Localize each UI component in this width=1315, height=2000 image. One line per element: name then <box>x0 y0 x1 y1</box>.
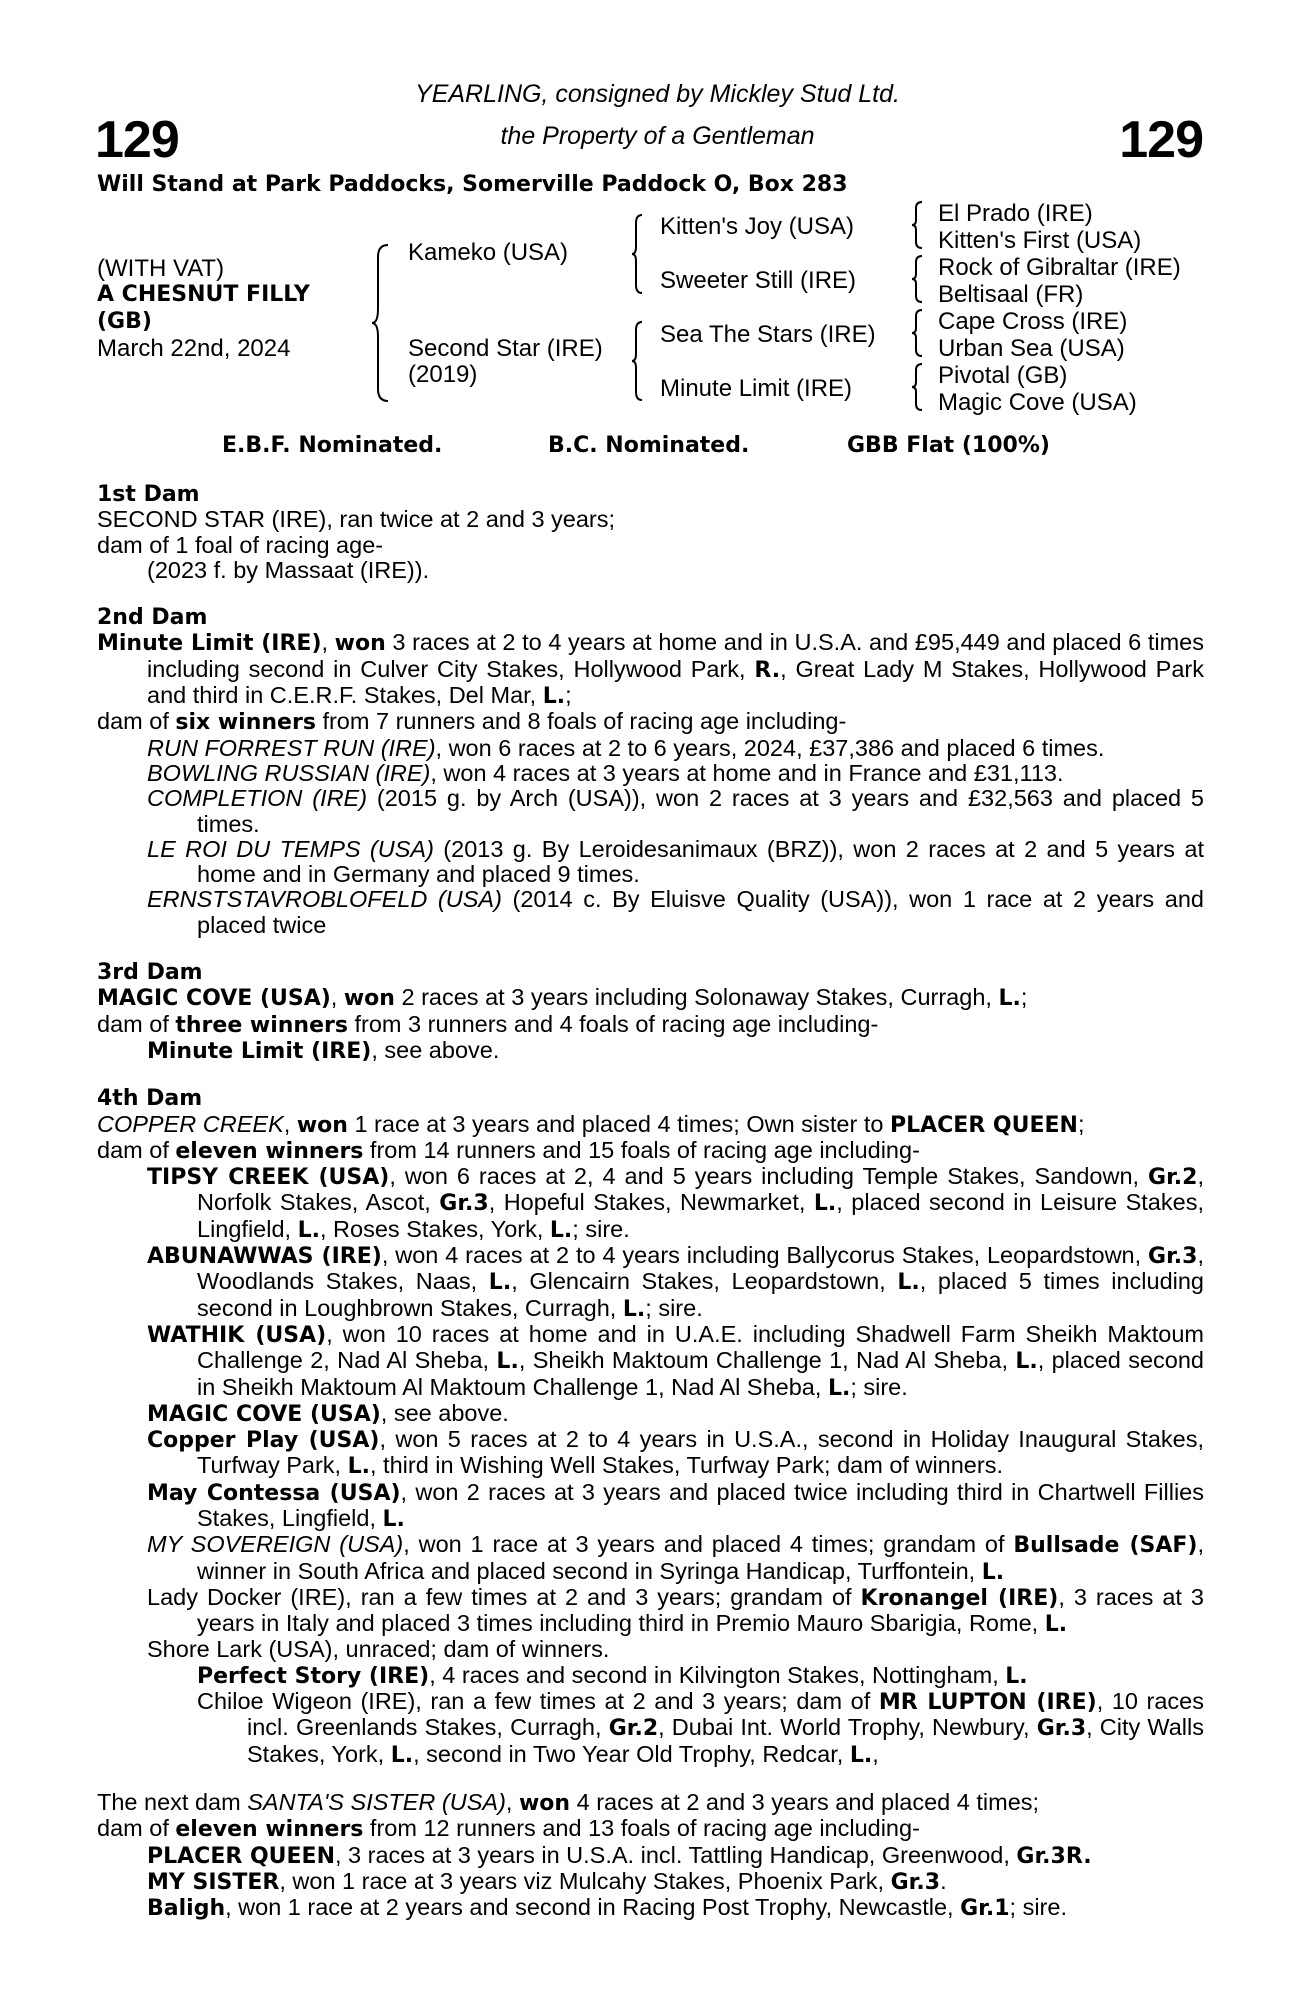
produce-name: TIPSY CREEK (USA) <box>147 1165 390 1191</box>
pedigree-brace-sire <box>630 213 644 295</box>
produce-name: Perfect Story (IRE) <box>197 1663 430 1689</box>
pedigree-dam: Second Star (IRE) <box>408 335 603 362</box>
third-dam-record: MAGIC COVE (USA), won 2 races at 3 years including Solonaway Stakes, Curragh, L.; <box>97 984 1028 1012</box>
grandproduce-entry: Perfect Story (IRE), 4 races and second in Kilvington Stakes, Nottingham, L. <box>197 1661 1028 1689</box>
second-dam-record: Minute Limit (IRE), won 3 races at 2 to 4 years at home and in U.S.A. and £95,449 and placed 6 times including second in Culver City Stakes, Hollywood Park, R., Great Lady M Stakes, Hollywood Park and third in C.E.R.F. Stakes, Del Mar, L.; <box>97 629 1204 710</box>
foaled-date: March 22nd, 2024 <box>97 335 291 362</box>
first-dam-heading: 1st Dam <box>97 482 200 507</box>
winners-count: eleven winners <box>175 1138 364 1164</box>
produce-entry: LE ROI DU TEMPS (USA) (2013 g. By Leroidesanimaux (BRZ)), won 2 races at 2 and 5 years at home and in Germany and placed 9 times. <box>147 835 1204 888</box>
won-word: won <box>343 986 395 1012</box>
record-text: , Great Lady M Stakes, Hollywood Park and third in C.E.R.F. Stakes, Del Mar, <box>147 655 1204 709</box>
third-dam-heading: 3rd Dam <box>97 960 203 986</box>
produce-entry: Minute Limit (IRE), see above. <box>147 1036 500 1064</box>
produce-entry: Baligh, won 1 race at 2 years and second in Racing Post Trophy, Newcastle, Gr.1; sire. <box>147 1894 1067 1922</box>
winners-count: three winners <box>175 1012 348 1038</box>
pedigree-gg-5: Cape Cross (IRE) <box>938 308 1128 335</box>
pedigree-gg-1: El Prado (IRE) <box>938 200 1093 227</box>
second-dam-produce: dam of six winners from 7 runners and 8 foals of racing age including- <box>97 708 847 736</box>
lot-number-left: 129 <box>95 111 179 169</box>
third-dam-section <box>97 960 1204 1064</box>
first-dam-line2: dam of 1 foal of racing age- <box>97 531 384 558</box>
produce-entry: MY SISTER, won 1 race at 3 years viz Mulcahy Stakes, Phoenix Park, Gr.3. <box>147 1867 947 1895</box>
produce-entry: May Contessa (USA), won 2 races at 3 years and placed twice including third in Chartwell Fillies Stakes, Lingfield, L. <box>147 1478 1204 1532</box>
pedigree-gg-8: Magic Cove (USA) <box>938 389 1137 416</box>
next-dam-record: The next dam SANTA'S SISTER (USA), won 4 races at 2 and 3 years and placed 4 times; <box>97 1788 1040 1816</box>
pedigree-gg-6: Urban Sea (USA) <box>938 335 1125 362</box>
produce-entry: TIPSY CREEK (USA), won 6 races at 2, 4 and 5 years including Temple Stakes, Sandown, Gr.2, Norfolk Stakes, Ascot, Gr.3, Hopeful Stakes, Newmarket, L., placed second in Leisure Stakes, Lingfield, L., Roses Stakes, York, L.; sire. <box>147 1163 1204 1243</box>
race-grade: L. <box>998 986 1021 1012</box>
produce-name: Baligh <box>147 1896 226 1922</box>
produce-name: MAGIC COVE (USA) <box>147 1401 381 1427</box>
property-line: the Property of a Gentleman <box>500 122 815 150</box>
race-grade: R. <box>754 657 781 683</box>
fourth-dam-section <box>97 1086 1204 1768</box>
pedigree-gg-4: Beltisaal (FR) <box>938 281 1084 308</box>
produce-entry: Lady Docker (IRE), ran a few times at 2 and 3 years; grandam of Kronangel (IRE), 3 races at 3 years in Italy and placed 3 times including third in Premio Mauro Sbarigia, Rome, L. <box>147 1583 1204 1638</box>
bc-nomination: B.C. Nominated. <box>548 433 750 458</box>
lot-number-right: 129 <box>1119 111 1203 169</box>
second-dam-name: Minute Limit (IRE) <box>97 631 322 657</box>
pedigree-gg-3: Rock of Gibraltar (IRE) <box>938 254 1181 281</box>
pedigree-brace-gg3 <box>910 308 924 358</box>
pedigree-brace-dam <box>630 320 644 402</box>
produce-name: ABUNAWWAS (IRE) <box>147 1244 382 1270</box>
produce-entry: MY SOVEREIGN (USA), won 1 race at 3 years and placed 4 times; grandam of Bullsade (SAF), winner in South Africa and placed second in Syringa Handicap, Turffontein, L. <box>147 1531 1204 1585</box>
pedigree-brace-gg1 <box>910 200 924 250</box>
produce-name: LE ROI DU TEMPS (USA) <box>147 835 434 862</box>
consignor-line: YEARLING, consigned by Mickley Stud Ltd. <box>415 80 900 108</box>
produce-name: COMPLETION (IRE) <box>147 785 368 812</box>
next-dam-name: SANTA'S SISTER (USA) <box>247 1788 506 1815</box>
fourth-dam-heading: 4th Dam <box>97 1086 203 1112</box>
produce-name: WATHIK (USA) <box>147 1322 327 1348</box>
produce-entry: ABUNAWWAS (IRE), won 4 races at 2 to 4 years including Ballycorus Stakes, Leopardstown, Gr.3, Woodlands Stakes, Naas, L., Glencairn Stakes, Leopardstown, L., placed 5 times including second in Loughbrown Stakes, Curragh, L.; sire. <box>147 1242 1204 1322</box>
produce-entry: WATHIK (USA), won 10 races at home and in U.A.E. including Shadwell Farm Sheikh Maktoum Challenge 2, Nad Al Sheba, L., Sheikh Maktoum Challenge 1, Nad Al Sheba, L., placed second in Sheikh Maktoum Al Maktoum Challenge 1, Nad Al Sheba, L.; sire. <box>147 1320 1204 1401</box>
produce-name: PLACER QUEEN <box>147 1843 335 1869</box>
produce-entry: COMPLETION (IRE) (2015 g. by Arch (USA)), won 2 races at 3 years and £32,563 and placed 5 times. <box>147 785 1205 837</box>
first-dam-section <box>97 482 1204 583</box>
gbb-status: GBB Flat (100%) <box>847 433 1050 458</box>
race-grade: L. <box>542 684 566 710</box>
winners-count: six winners <box>175 710 316 736</box>
produce-name: May Contessa (USA) <box>147 1480 401 1506</box>
pedigree-gg-2: Kitten's First (USA) <box>938 227 1142 254</box>
produce-entry: BOWLING RUSSIAN (IRE), won 4 races at 3 years at home and in France and £31,113. <box>147 759 1064 786</box>
produce-name: Minute Limit (IRE) <box>147 1038 372 1064</box>
produce-entry: ERNSTSTAVROBLOFELD (USA) (2014 c. By Eluisve Quality (USA)), won 1 race at 2 years and placed twice <box>147 886 1204 938</box>
first-dam-foal: (2023 f. by Massaat (IRE)). <box>147 556 430 583</box>
produce-name: MY SOVEREIGN (USA) <box>147 1531 404 1558</box>
pedigree-brace-main <box>370 243 390 403</box>
pedigree-sire-sire: Kitten's Joy (USA) <box>660 213 854 240</box>
grandproduce-entry: Chiloe Wigeon (IRE), ran a few times at 2 and 3 years; dam of MR LUPTON (IRE), 10 races incl. Greenlands Stakes, Curragh, Gr.2, Dubai Int. World Trophy, Newbury, Gr.3, City Walls Stakes, York, L., second in Two Year Old Trophy, Redcar, L., <box>197 1688 1204 1768</box>
pedigree-dam-sire: Sea The Stars (IRE) <box>660 321 876 348</box>
second-dam-heading: 2nd Dam <box>97 605 208 631</box>
sister-name: PLACER QUEEN <box>889 1112 1078 1138</box>
produce-name: Copper Play (USA) <box>147 1428 380 1454</box>
produce-entry: MAGIC COVE (USA), see above. <box>147 1399 509 1427</box>
fourth-dam-record: COPPER CREEK, won 1 race at 3 years and placed 4 times; Own sister to PLACER QUEEN; <box>97 1110 1085 1138</box>
pedigree-sire: Kameko (USA) <box>408 239 569 266</box>
won-word: won <box>334 631 386 657</box>
fourth-dam-name: COPPER CREEK <box>97 1110 284 1137</box>
produce-entry: PLACER QUEEN, 3 races at 3 years in U.S.A. incl. Tattling Handicap, Greenwood, Gr.3R. <box>147 1841 1092 1869</box>
horse-country: (GB) <box>97 309 152 334</box>
vat-note: (WITH VAT) <box>97 255 225 282</box>
pedigree-sire-dam: Sweeter Still (IRE) <box>660 267 857 294</box>
pedigree-brace-gg4 <box>910 362 924 412</box>
won-word: won <box>518 1790 571 1816</box>
ebf-nomination: E.B.F. Nominated. <box>222 433 443 458</box>
produce-name: RUN FORREST RUN (IRE) <box>147 734 436 761</box>
third-dam-produce: dam of three winners from 3 runners and 4 foals of racing age including- <box>97 1010 879 1038</box>
pedigree-gg-7: Pivotal (GB) <box>938 362 1068 389</box>
third-dam-name: MAGIC COVE (USA) <box>97 986 331 1012</box>
next-dam-section <box>97 1790 1204 1921</box>
pedigree-dam-year: (2019) <box>408 361 478 388</box>
produce-name: BOWLING RUSSIAN (IRE) <box>147 759 431 786</box>
second-dam-section <box>97 605 1204 938</box>
dam-line-body <box>97 482 1204 1921</box>
record-text: 3 races at 2 to 4 years at home and in U.S.A. and £95,449 and placed 6 times including second in Culver City Stakes, Hollywood Park, <box>147 629 1204 682</box>
winners-count: eleven winners <box>175 1817 364 1843</box>
pedigree-brace-gg2 <box>910 254 924 304</box>
won-word: won <box>296 1112 348 1138</box>
produce-entry: RUN FORREST RUN (IRE), won 6 races at 2 to 6 years, 2024, £37,386 and placed 6 times. <box>147 734 1105 761</box>
produce-entry: Shore Lark (USA), unraced; dam of winners. <box>147 1636 610 1663</box>
first-dam-line1: SECOND STAR (IRE), ran twice at 2 and 3 years; <box>97 506 616 533</box>
produce-entry: Copper Play (USA), won 5 races at 2 to 4 years in U.S.A., second in Holiday Inaugural Stakes, Turfway Park, L., third in Wishing Well Stakes, Turfway Park; dam of winners. <box>147 1426 1204 1480</box>
pedigree-dam-dam: Minute Limit (IRE) <box>660 375 853 402</box>
produce-name: MY SISTER <box>147 1869 280 1895</box>
stand-location: Will Stand at Park Paddocks, Somerville Paddock O, Box 283 <box>97 172 848 197</box>
horse-name: A CHESNUT FILLY <box>97 282 310 307</box>
next-dam-produce: dam of eleven winners from 12 runners and 13 foals of racing age including- <box>97 1815 920 1843</box>
fourth-dam-produce: dam of eleven winners from 14 runners and 15 foals of racing age including- <box>97 1136 920 1164</box>
produce-name: ERNSTSTAVROBLOFELD (USA) <box>147 886 502 913</box>
